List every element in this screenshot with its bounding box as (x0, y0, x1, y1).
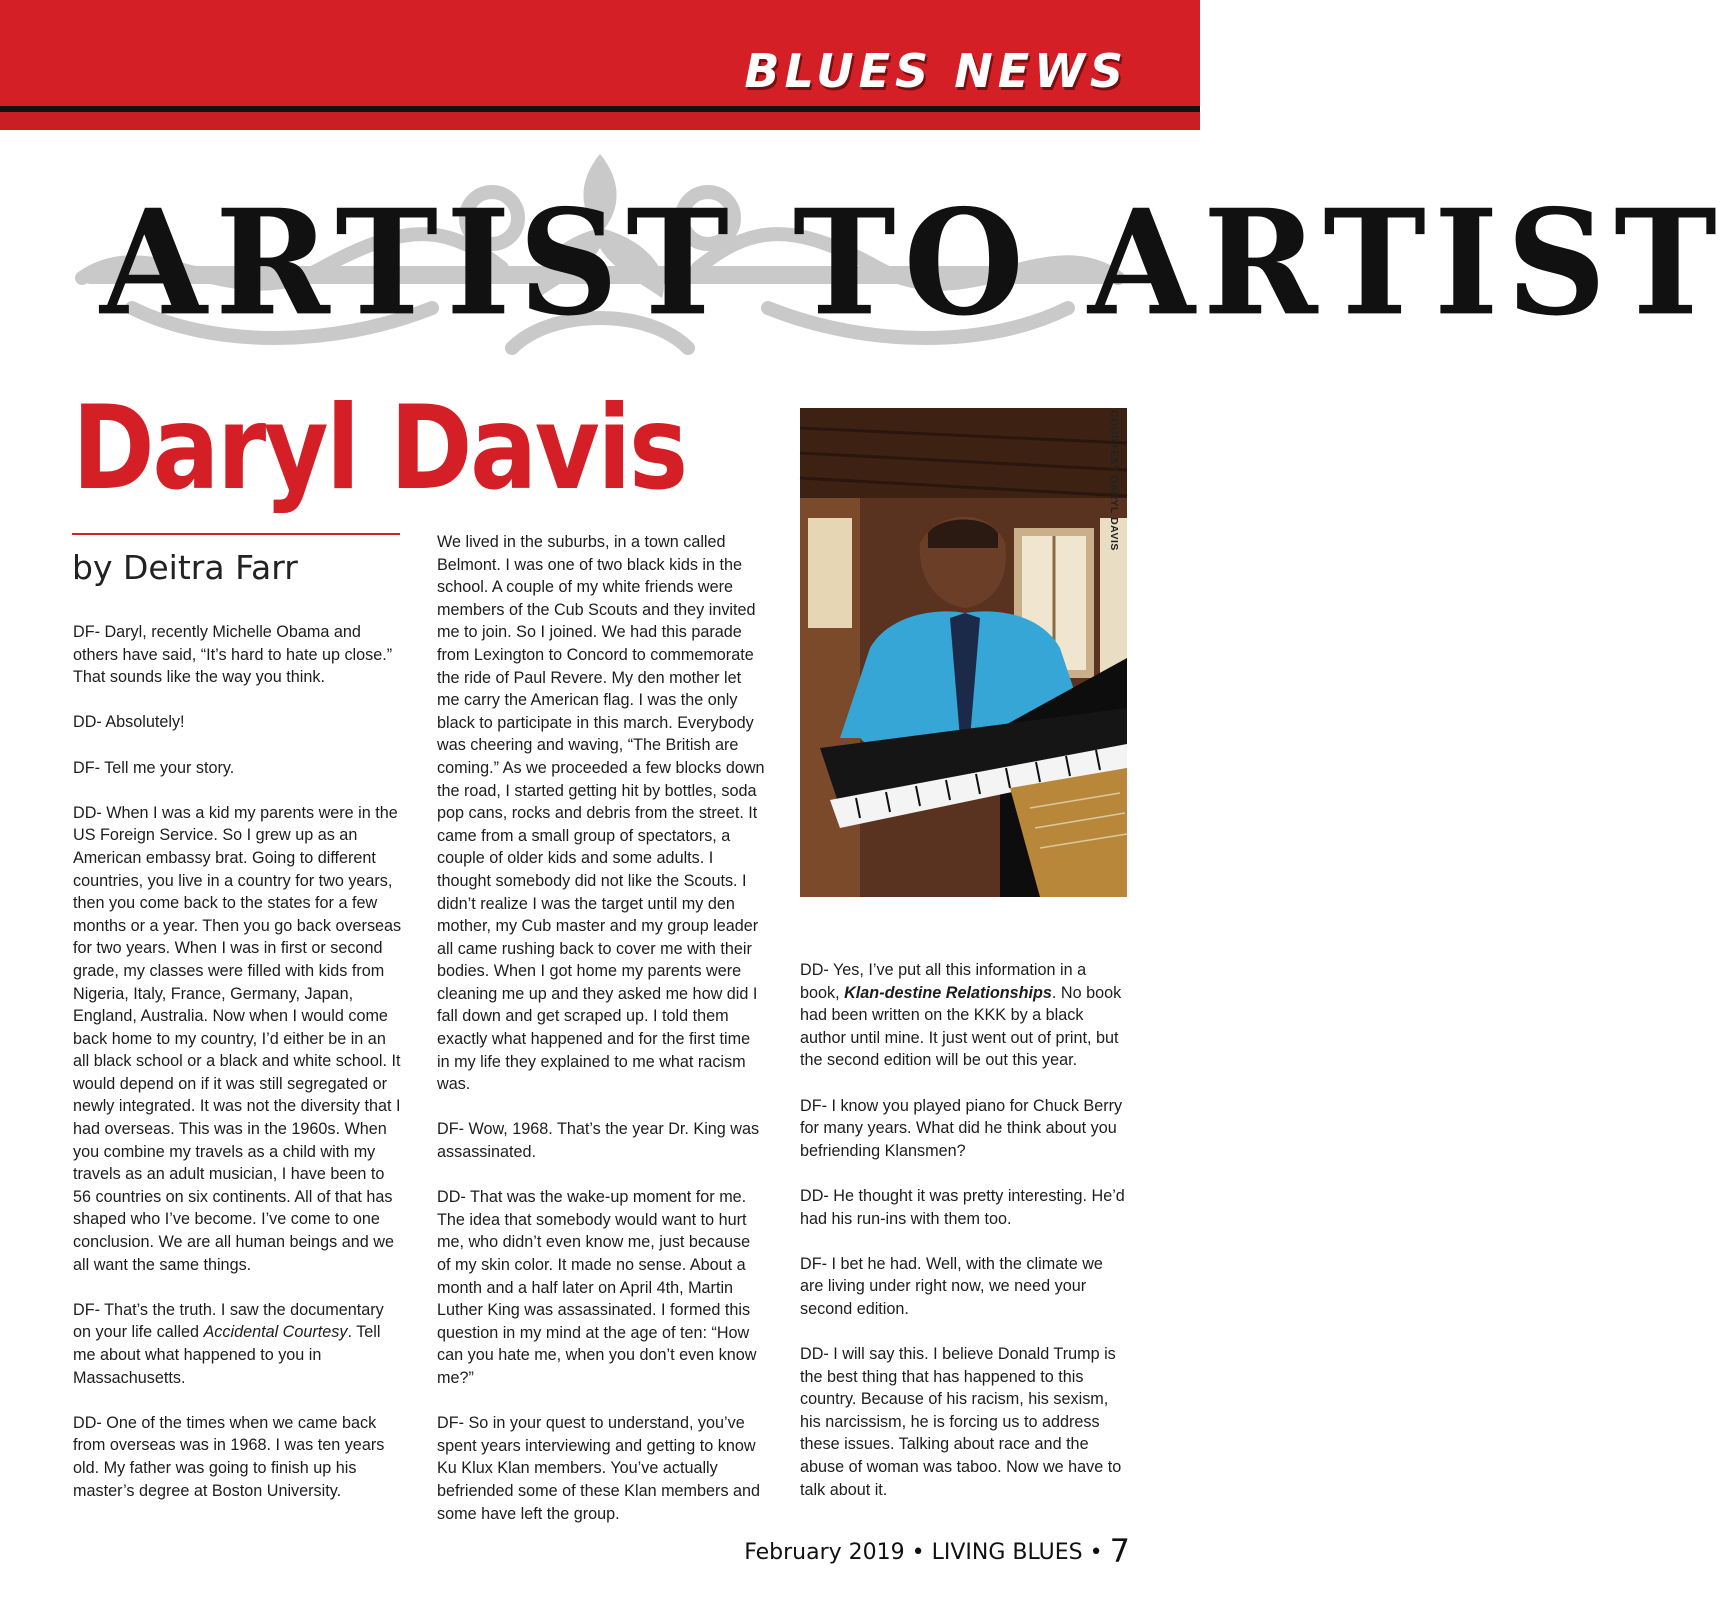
artist-photo (800, 408, 1127, 897)
column-1 (73, 621, 403, 1525)
section-label: BLUES NEWS (744, 44, 1128, 98)
paragraph: DD- He thought it was pretty interesting. He’d had his run-ins with them too. (800, 1186, 1125, 1228)
page-number: 7 (1109, 1532, 1130, 1570)
article-title: Daryl Davis (72, 381, 686, 516)
column-3 (800, 959, 1130, 1524)
paragraph: DD- Absolutely! (73, 713, 185, 732)
paragraph: DD- When I was a kid my parents were in the US Foreign Service. So I grew up as an American embassy brat. Going to different countries, you live in a country for two years, then you come back to the states for a few months or a year. Then you go back overseas for two years. When I was in first or second grade, my classes were filled with kids from Nigeria, Italy, France, Germany, Japan, England, Australia. Now when I would come back home to my country, I’d either be in an all black school or a black and white school. It would depend on if it was still segregated or newly integrated. It was not the diversity that I had overseas. This was in the 1960s. When you combine my travels as a child with my travels as an adult musician, I have been to 56 countries on six continents. All of that has shaped who I’ve become. I’ve come to one conclusion. We are all human beings and we all want the same things. (73, 803, 402, 1274)
paragraph (73, 1299, 403, 1389)
footer-separator: • (911, 1540, 925, 1565)
film-title: Accidental Courtesy (203, 1323, 348, 1342)
paragraph: DF- I bet he had. Well, with the climate we are living under right now, we need your second edition. (800, 1254, 1103, 1318)
text-run: DD- Yes, I’ve put all this information in a book, (800, 961, 1087, 1002)
text-run: . No book had been written on the KKK by a black author until mine. It just went out of print, but the second edition will be out this year. (800, 983, 1122, 1070)
photo-credit: COURTESY DARYL DAVIS (1108, 410, 1120, 551)
book-title: Klan-destine Relationships (844, 983, 1052, 1002)
paragraph: DF- I know you played piano for Chuck Berry for many years. What did he think about you befriending Klansmen? (800, 1096, 1123, 1160)
paragraph: DD- That was the wake-up moment for me. The idea that somebody would want to hurt me, who didn’t even know me, just because of my skin color. It made no sense. About a month and a half later on April 4th, Martin Luther King was assassinated. I formed this question in my mind at the age of ten: “How can you hate me, when you don’t even know me?” (437, 1188, 757, 1387)
title-underline (72, 533, 400, 535)
paragraph: DD- I will say this. I believe Donald Trump is the best thing that has happened to this country. Because of his racism, his sexism, his narcissism, he is forcing us to address these issues. Talking about race and the abuse of woman was taboo. Now we have to talk about it. (800, 1345, 1122, 1499)
feature-kicker: ARTIST TO ARTIST (100, 176, 1725, 349)
page-footer (744, 1532, 1130, 1570)
magazine-name: LIVING BLUES (931, 1540, 1083, 1565)
paragraph (800, 959, 1130, 1072)
header-shade (0, 112, 1200, 130)
paragraph: DF- Daryl, recently Michelle Obama and others have said, “It’s hard to hate up close.” That sounds like the way you think. (73, 623, 393, 687)
text-run: DF- That’s the truth. I saw the documentary on your life called (73, 1300, 384, 1342)
column-2 (437, 531, 767, 1548)
byline: by Deitra Farr (72, 548, 298, 587)
footer-separator: • (1089, 1540, 1103, 1565)
paragraph: DF- Wow, 1968. That’s the year Dr. King was assassinated. (437, 1120, 760, 1162)
issue-date: February 2019 (744, 1540, 905, 1565)
photo-illustration (800, 408, 1127, 897)
paragraph: DF- So in your quest to understand, you’ve spent years interviewing and getting to know Ku Klux Klan members. You’ve actually befriended some of these Klan members and some have left the group. (437, 1414, 761, 1523)
paragraph: DD- One of the times when we came back from overseas was in 1968. I was ten years old. My father was going to finish up his master’s degree at Boston University. (73, 1413, 385, 1500)
paragraph: DF- Tell me your story. (73, 758, 235, 777)
paragraph: We lived in the suburbs, in a town called Belmont. I was one of two black kids in the school. A couple of my white friends were members of the Cub Scouts and they invited me to join. So I joined. We had this parade from Lexington to Concord to commemorate the ride of Paul Revere. My den mother let me carry the American flag. I was the only black to participate in this march. Everybody was cheering and waving, “The British are coming.” As we proceeded a few blocks down the road, I started getting hit by bottles, soda pop cans, rocks and debris from the street. It came from a small group of spectators, a couple of older kids and some adults. I thought somebody did not like the Scouts. I didn’t realize I was the target until my den mother, my Cub master and my group leader all came rushing back to cover me with their bodies. When I got home my parents were cleaning me up and they asked me how did I fall down and get scraped up. I told them exactly what happened and for the first time in my life they explained to me what racism was. (437, 533, 765, 1094)
text-run: . Tell me about what happened to you in Massachusetts. (73, 1323, 381, 1387)
